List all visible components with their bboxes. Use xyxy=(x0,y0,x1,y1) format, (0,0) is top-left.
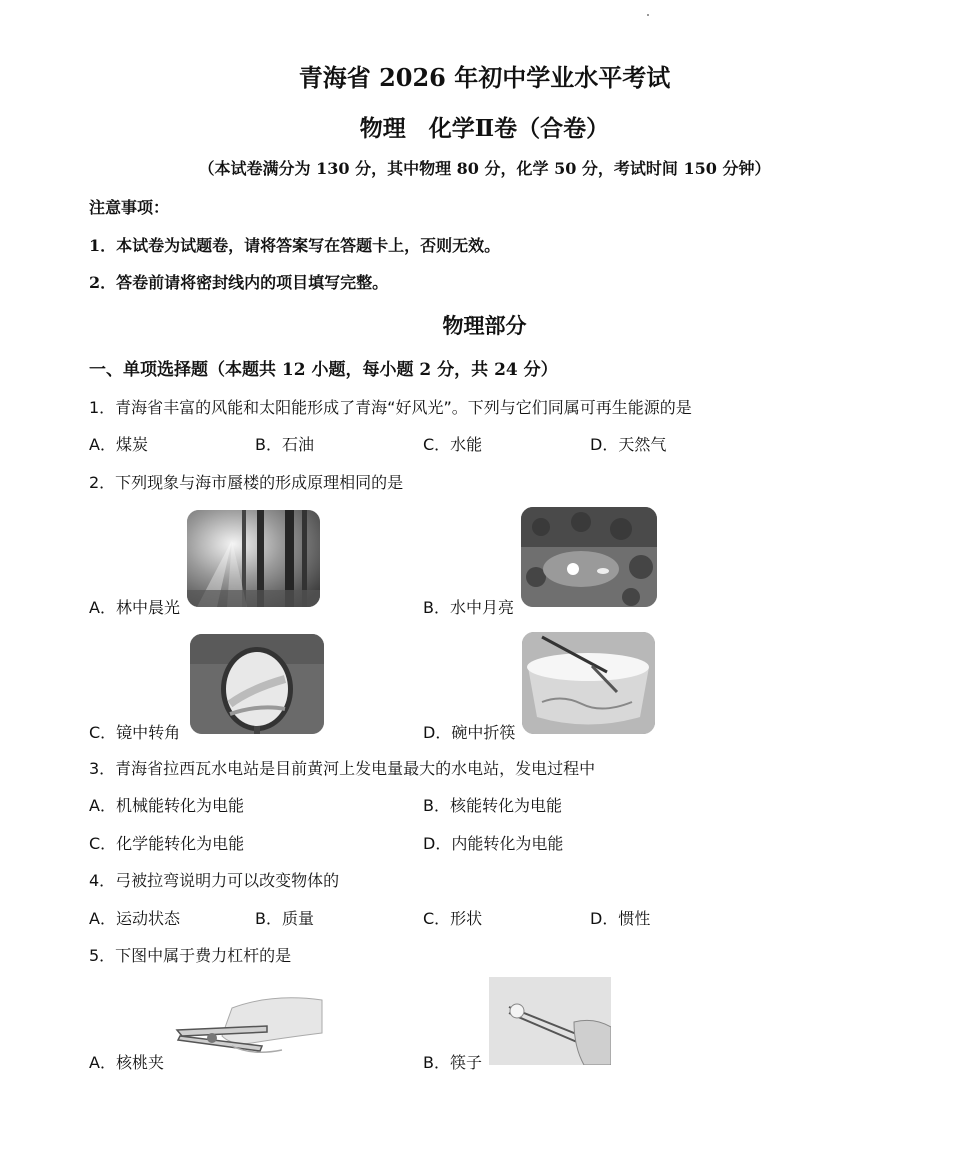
q2-option-b: B．水中月亮 xyxy=(423,598,514,617)
chopsticks-hand-photo xyxy=(489,977,611,1065)
q4-option-b: B．质量 xyxy=(255,909,314,928)
q5-option-a: A．核桃夹 xyxy=(89,1053,164,1072)
q2-option-d: D．碗中折筷 xyxy=(423,723,516,742)
question-3-stem: 3．青海省拉西瓦水电站是目前黄河上发电量最大的水电站，发电过程中 xyxy=(89,759,596,778)
q3-option-c: C．化学能转化为电能 xyxy=(89,834,245,853)
notice-item-2: 2．答卷前请将密封线内的项目填写完整。 xyxy=(89,273,389,292)
q4-option-d: D．惯性 xyxy=(590,909,651,928)
moon-in-water-photo xyxy=(521,507,657,607)
exam-subtitle: 物理 化学Ⅱ卷（合卷） xyxy=(359,115,610,142)
q2-option-c: C．镜中转角 xyxy=(89,723,181,742)
q1-option-b: B．石油 xyxy=(255,435,314,454)
scan-dot xyxy=(647,14,649,16)
question-1-stem: 1．青海省丰富的风能和太阳能形成了青海“好风光”。下列与它们同属可再生能源的是 xyxy=(89,398,692,417)
q4-option-c: C．形状 xyxy=(423,909,483,928)
convex-mirror-corner-photo xyxy=(190,634,324,734)
q1-option-c: C．水能 xyxy=(423,435,483,454)
question-4-stem: 4．弓被拉弯说明力可以改变物体的 xyxy=(89,871,340,890)
q4-option-a: A．运动状态 xyxy=(89,909,180,928)
q3-option-d: D．内能转化为电能 xyxy=(423,834,564,853)
question-type-heading: 一、单项选择题（本题共 12 小题，每小题 2 分，共 24 分） xyxy=(89,360,558,380)
nutcracker-hand-photo xyxy=(172,988,324,1064)
exam-note: （本试卷满分为 130 分，其中物理 80 分，化学 50 分，考试时间 150 分钟） xyxy=(198,159,771,178)
bowl-chopsticks-photo xyxy=(522,632,655,734)
q1-option-a: A．煤炭 xyxy=(89,435,148,454)
question-2-stem: 2．下列现象与海市蜃楼的形成原理相同的是 xyxy=(89,473,404,492)
exam-title: 青海省 2026 年初中学业水平考试 xyxy=(298,63,671,92)
question-5-stem: 5．下图中属于费力杠杆的是 xyxy=(89,946,292,965)
section-title: 物理部分 xyxy=(442,313,527,338)
q5-option-b: B．筷子 xyxy=(423,1053,482,1072)
q3-option-b: B．核能转化为电能 xyxy=(423,796,562,815)
q2-option-a: A．林中晨光 xyxy=(89,598,180,617)
notice-item-1: 1．本试卷为试题卷，请将答案写在答题卡上，否则无效。 xyxy=(89,236,501,255)
notice-heading: 注意事项： xyxy=(89,198,170,217)
forest-morning-light-photo xyxy=(187,510,320,607)
q3-option-a: A．机械能转化为电能 xyxy=(89,796,244,815)
q1-option-d: D．天然气 xyxy=(590,435,667,454)
